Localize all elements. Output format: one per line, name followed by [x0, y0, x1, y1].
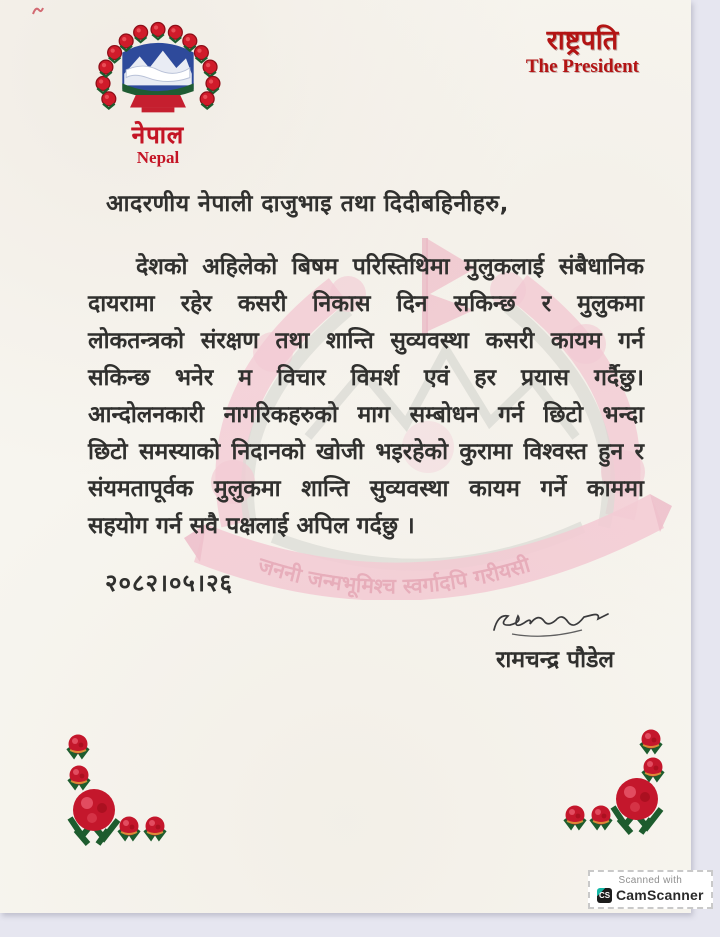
body-line: लोकतन्त्रको संरक्षण तथा शान्ति सुव्यवस्था कसरी कायम गर्न: [88, 328, 644, 354]
nepal-coat-of-arms-icon: [83, 14, 233, 122]
watermark-motto: जननी जन्मभूमिश्च स्वर्गादपि गरीयसी: [255, 552, 533, 599]
scanned-with-label: Scanned with: [618, 875, 683, 886]
body-line: सकिन्छ भनेर म विचार विमर्श एवं हर प्रयास गर्दैछु।: [88, 365, 644, 391]
body-line: देशको अहिलेको बिषम परिस्तिथिमा मुलुकलाई संबैधानिक: [136, 254, 644, 280]
nepal-emblem-block: [78, 14, 238, 167]
rhododendron-cluster-bottom-right: [545, 703, 675, 853]
stray-red-mark: [30, 2, 46, 18]
camscanner-badge: [588, 870, 713, 909]
signature-block: [455, 606, 655, 674]
svg-text:जननी जन्मभूमिश्च स्वर्गादपि गर: [254, 551, 534, 599]
body-line: छिटो समस्याको निदानको खोजी भइरहेको कुरामा विश्वस्त हुन र: [88, 439, 644, 465]
office-title-nepali: राष्ट्रपति: [546, 25, 619, 56]
body-line: सहयोग गर्न सवै पक्षलाई अपिल गर्दछु ।: [88, 513, 415, 539]
handwritten-signature: [490, 606, 620, 640]
salutation: आदरणीय नेपाली दाजुभाइ तथा दिदीबहिनीहरु,: [106, 191, 509, 217]
camscanner-logo-icon: CS: [597, 888, 612, 903]
office-title-english: The President: [525, 56, 639, 77]
body-line: संयमतापूर्वक मुलुकमा शान्ति सुव्यवस्था कायम गर्ने काममा: [88, 476, 644, 502]
camscanner-app-name: CamScanner: [616, 887, 704, 903]
body-line: दायरामा रहेर कसरी निकास दिन सकिन्छ र मुलुकमा: [88, 291, 644, 317]
office-title-block: [526, 26, 639, 78]
signatory-name: रामचन्द्र पौडेल: [496, 647, 614, 673]
letter-date: २०८२।०५।२६: [105, 569, 234, 597]
emblem-label-english: Nepal: [136, 148, 180, 167]
letter-body: [88, 249, 644, 545]
emblem-label-nepali: नेपाल: [131, 121, 185, 149]
rhododendron-cluster-bottom-left: [52, 718, 177, 868]
body-line: आन्दोलनकारी नागरिकहरुको माग सम्बोधन गर्न छिटो भन्दा: [88, 402, 644, 428]
